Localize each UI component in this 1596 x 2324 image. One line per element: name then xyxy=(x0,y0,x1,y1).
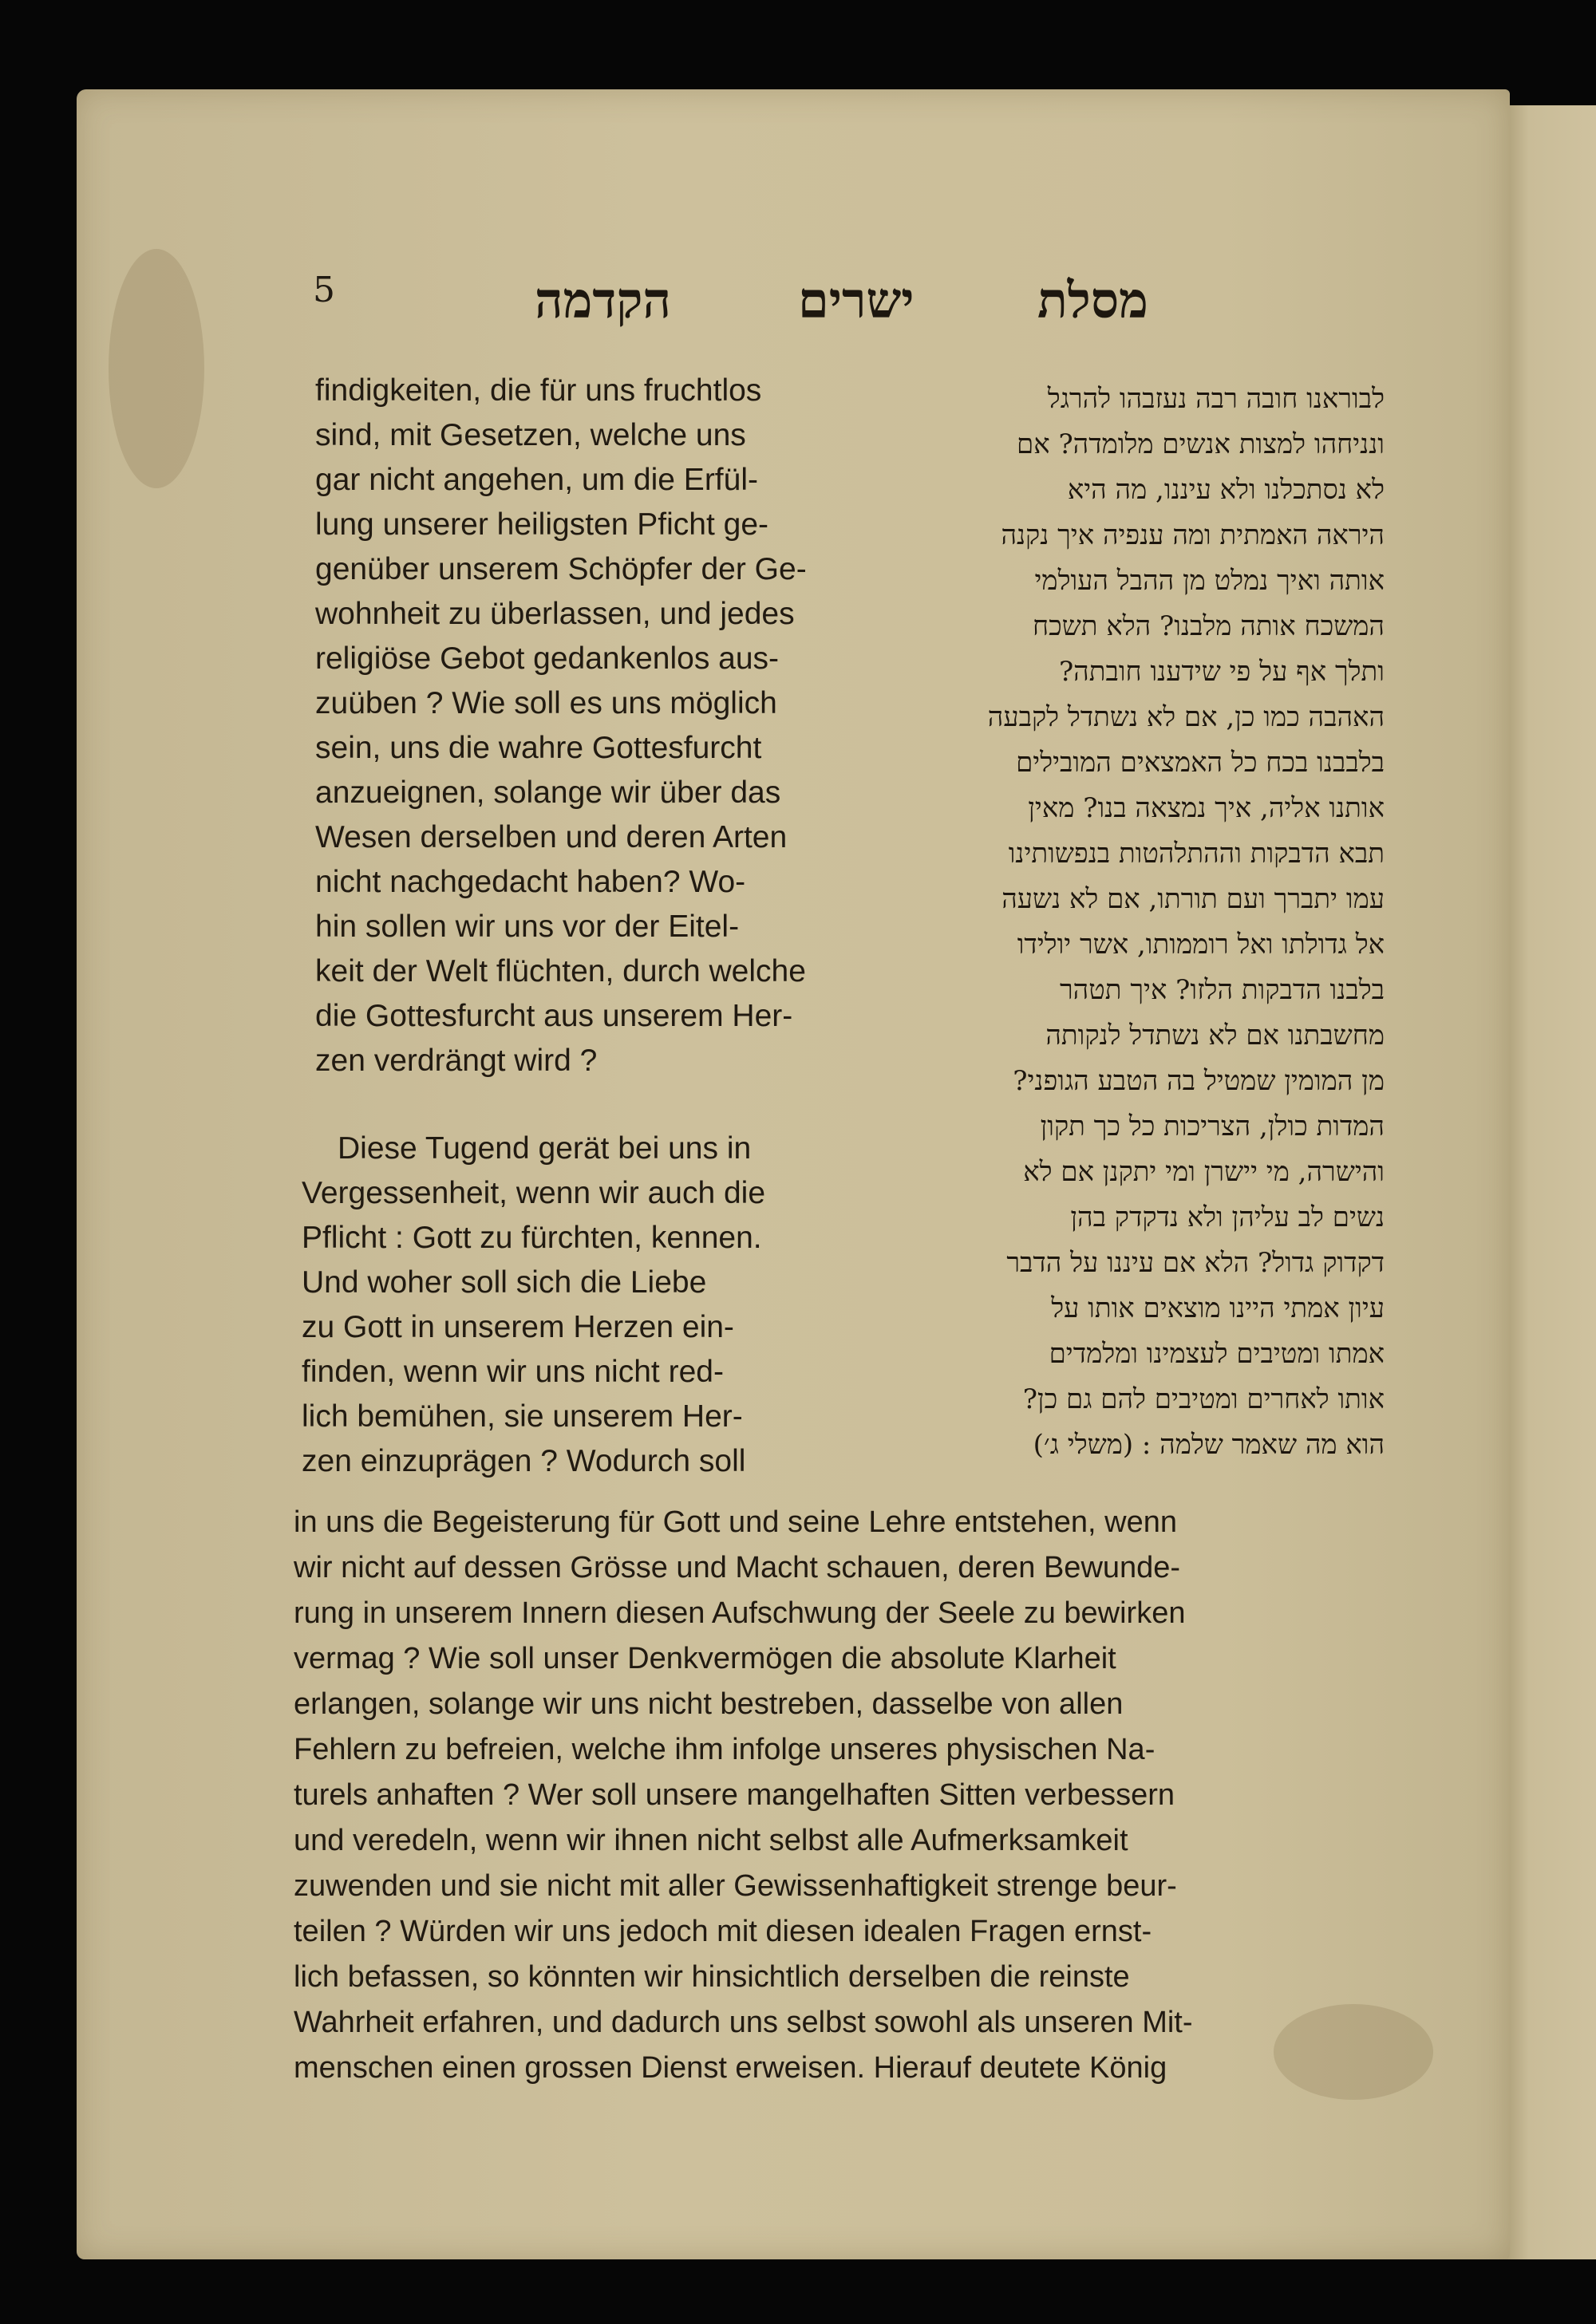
hebrew-line: המדות כולן, הצריכות כל כך תקון xyxy=(1040,1111,1385,1142)
text-line: erlangen, solange wir uns nicht bestreben, dasselbe von allen xyxy=(294,1687,1124,1721)
text-line: zuüben ? Wie soll es uns möglich xyxy=(315,686,777,720)
hebrew-line: המשכח אותה מלבנו? הלא תשכח xyxy=(1033,610,1385,642)
page-number: 5 xyxy=(313,270,335,310)
text-line: Und woher soll sich die Liebe xyxy=(302,1265,707,1300)
german-full-width-block xyxy=(294,1500,1331,2106)
hebrew-line: בלבנו הדבקות הלזו? איך תטהר xyxy=(1059,974,1385,1006)
hebrew-line: עיון אמתי היינו מוצאים אותו על xyxy=(1051,1292,1385,1324)
text-line: Vergessenheit, wenn wir auch die xyxy=(302,1176,766,1210)
hebrew-line: לא נסתכלנו ולא עיננו, מה היא xyxy=(1067,474,1385,506)
running-head-word-2: ישרים xyxy=(798,271,915,329)
text-line: finden, wenn wir uns nicht red- xyxy=(302,1355,724,1389)
text-line: sein, uns die wahre Gottesfurcht xyxy=(315,731,762,765)
text-line: in uns die Begeisterung für Gott und seine Lehre entstehen, wenn xyxy=(294,1505,1177,1539)
text-line: wohnheit zu überlassen, und jedes xyxy=(315,597,795,631)
text-line: Fehlern zu befreien, welche ihm infolge unseres physischen Na- xyxy=(294,1733,1156,1766)
hebrew-line: אל גדולתו ואל רוממותו, אשר יולידו xyxy=(1017,929,1385,961)
hebrew-line: מן המומין שמטיל בה הטבע הגופני? xyxy=(1013,1065,1385,1097)
text-line: lung unserer heiligsten Pficht ge- xyxy=(315,507,768,542)
running-head-word-1: מסלת xyxy=(1037,271,1148,329)
hebrew-line: אותו לאחרים ומטיבים להם גם כן? xyxy=(1022,1383,1385,1415)
hebrew-line: דקדוק גדול? הלא אם עיננו על הדבר xyxy=(1006,1247,1385,1279)
hebrew-line: עמו יתברך ועם תורתו, אם לא נשעה xyxy=(1001,883,1385,915)
text-line: Wesen derselben und deren Arten xyxy=(315,820,788,854)
hebrew-line: אותה ואיך נמלט מן ההבל העולמי xyxy=(1034,565,1385,597)
text-line: genüber unserem Schöpfer der Ge- xyxy=(315,552,807,586)
hebrew-line: האהבה כמו כן, אם לא נשתדל לקבעה xyxy=(987,701,1385,733)
text-line: die Gottesfurcht aus unserem Her- xyxy=(315,999,793,1033)
hebrew-line: נשים לב עליהן ולא נדקדק בהן xyxy=(1070,1201,1385,1233)
text-line: zuwenden und sie nicht mit aller Gewissenhaftigkeit strenge beur- xyxy=(294,1869,1177,1903)
text-line: religiöse Gebot gedankenlos aus- xyxy=(315,641,780,676)
text-line: Diese Tugend gerät bei uns in xyxy=(338,1131,752,1166)
paper-stain xyxy=(109,249,204,488)
text-line: zen verdrängt wird ? xyxy=(315,1044,598,1078)
hebrew-line: בלבבנו בכח כל האמצאים המובילים xyxy=(1016,747,1385,779)
text-line: turels anhaften ? Wer soll unsere mangelhaften Sitten verbessern xyxy=(294,1778,1175,1812)
text-line: lich bemühen, sie unserem Her- xyxy=(302,1399,743,1434)
hebrew-line: לבוראנו חובה רבה נעזבהו להרגל xyxy=(1047,383,1385,415)
text-line: zu Gott in unserem Herzen ein- xyxy=(302,1310,734,1344)
german-column-paragraph-2 xyxy=(302,1126,852,1493)
hebrew-line: אמתו ומטיבים לעצמינו ומלמדים xyxy=(1049,1338,1385,1370)
hebrew-line: היראה האמתית ומה ענפיה איך נקנה xyxy=(1001,519,1385,551)
text-line: teilen ? Würden wir uns jedoch mit diesen idealen Fragen ernst- xyxy=(294,1915,1152,1948)
text-line: rung in unserem Innern diesen Aufschwung der Seele zu bewirken xyxy=(294,1596,1186,1630)
text-line: vermag ? Wie soll unser Denkvermögen die absolute Klarheit xyxy=(294,1642,1116,1675)
text-line: keit der Welt flüchten, durch welche xyxy=(315,954,806,988)
hebrew-line: ותלך אף על פי שידענו חובתה? xyxy=(1058,656,1385,688)
text-line: wir nicht auf dessen Grösse und Macht schauen, deren Bewunde- xyxy=(294,1551,1181,1584)
text-line: findigkeiten, die für uns fruchtlos xyxy=(315,373,762,408)
hebrew-line: אותנו אליה, איך נמצאה בנו? מאין xyxy=(1028,792,1385,824)
text-line: zen einzuprägen ? Wodurch soll xyxy=(302,1444,746,1478)
text-line: anzueignen, solange wir über das xyxy=(315,775,781,810)
text-line: hin sollen wir uns vor der Eitel- xyxy=(315,909,740,944)
hebrew-line: תבא הדבקות וההתלהטות בנפשותינו xyxy=(1008,838,1385,870)
facing-page-edge xyxy=(1500,105,1596,2259)
hebrew-line: מחשבתנו אם לא נשתדל לנקותה xyxy=(1045,1020,1385,1052)
text-line: lich befassen, so könnten wir hinsichtlich derselben die reinste xyxy=(294,1960,1130,1994)
hebrew-line: והישרה, מי יישרן ומי יתקנן אם לא xyxy=(1023,1156,1385,1188)
text-line: sind, mit Gesetzen, welche uns xyxy=(315,418,746,452)
text-line: Pflicht : Gott zu fürchten, kennen. xyxy=(302,1221,762,1255)
hebrew-line: ונניחהו למצות אנשים מלומדה? אם xyxy=(1017,428,1385,460)
hebrew-line: הוא מה שאמר שלמה : (משלי ג׳) xyxy=(1033,1429,1385,1461)
text-line: Wahrheit erfahren, und dadurch uns selbst sowohl als unseren Mit- xyxy=(294,2006,1193,2039)
text-line: und veredeln, wenn wir ihnen nicht selbst alle Aufmerksamkeit xyxy=(294,1824,1128,1857)
text-line: menschen einen grossen Dienst erweisen. Hierauf deutete König xyxy=(294,2051,1167,2085)
german-column-top xyxy=(315,369,866,1087)
text-line: nicht nachgedacht haben? Wo- xyxy=(315,865,746,899)
running-head-word-3: הקדמה xyxy=(535,271,672,329)
text-line: gar nicht angehen, um die Erfül- xyxy=(315,463,758,497)
